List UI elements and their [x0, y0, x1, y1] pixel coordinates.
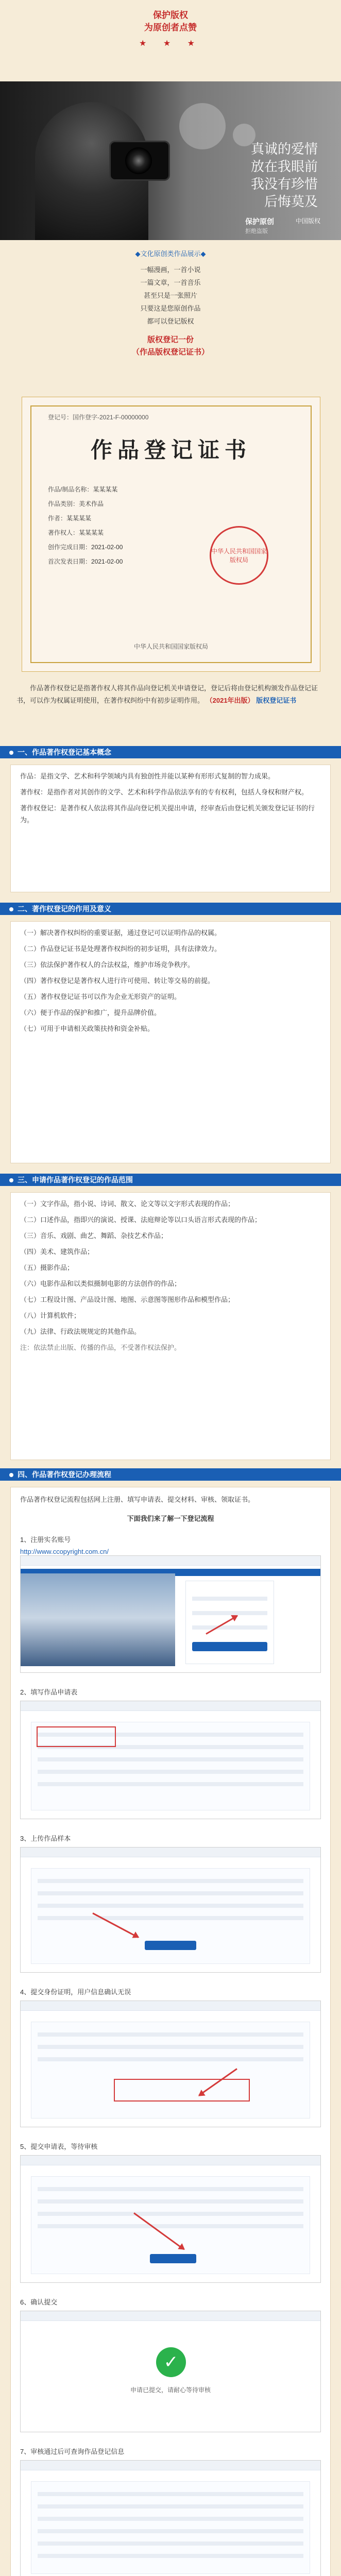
screenshot-register	[20, 1555, 321, 1673]
header-line-1: 保护版权	[153, 10, 188, 20]
section-body-2: （一）解决著作权纠纷的重要证据，通过登记可以证明作品的权属。 （二）作品登记证书是处理著作权纠纷的初步证明，具有法律效力。 （三）依法保护著作权人的合法权益，维护市场竞争秩序。 （四）著作权登记是著作权人进行许可使用、转让等交易的前提。 （五）著作权登记证书可以作为企业无形资产的证明。 （六）便于作品的保护和推广，提升品牌价值。 （七）可用于申请相关政策扶持和资金补贴。	[10, 921, 331, 1163]
summary-text: 作品著作权登记是指著作权人将其作品向登记机关申请登记，登记后将由登记机构颁发作品登记证书，可以作为权属证明使用，在著作权纠纷中有初步证明作用。 （2021年出版） 版权登记证书	[16, 684, 318, 704]
process-step-label: 6、确认提交	[20, 2298, 58, 2306]
process-step-label: 1、注册实名账号	[20, 1536, 71, 1544]
process-step-label: 4、提交身份证明，用户信息确认无误	[20, 1988, 131, 1996]
hero-logo-2: 中国版权	[295, 217, 320, 225]
sample-caption: ◆文化原创类作品展示◆	[135, 250, 206, 258]
section-body-4: 作品著作权登记流程包括网上注册、填写申请表、提交材料、审核、领取证书。 下面我们来了解一下登记流程 1、注册实名账号 http://www.ccopyright.com.cn/ 2、填写作品申请表 3、上传作品样本 4、提交身份证明，用户信息确认无误 5、提交申请表，等待审核 6、确认提交 ✓ 申请已提交，请耐心等待审核 7、审核通过后可查询作品登记信息	[10, 1487, 331, 2576]
process-step-label: 5、提交申请表，等待审核	[20, 2143, 98, 2150]
process-arrow-label: 下面我们来了解一下登记流程	[127, 1515, 214, 1522]
hero-poem: 真诚的爱情 放在我眼前 我没有珍惜 后悔莫及	[250, 142, 318, 210]
section-title-2: 二、著作权登记的作用及意义	[0, 903, 341, 915]
section-body-3: （一）文字作品，指小说、诗词、散文、论文等以文字形式表现的作品； （二）口述作品，指即兴的演说、授课、法庭辩论等以口头语言形式表现的作品； （三）音乐、戏剧、曲艺、舞蹈、杂技艺术作品； （四）美术、建筑作品； （五）摄影作品； （六）电影作品和以类似摄制电影的方法创作的作品； （七）工程设计图、产品设计图、地图、示意图等图形作品和模型作品； （八）计算机软件； （九）法律、行政法规规定的其他作品。 注：依法禁止出版、传播的作品，不受著作权法保护。	[10, 1192, 331, 1460]
screenshot-form	[20, 1701, 321, 1819]
header-ribbon	[0, 0, 341, 34]
sample-section	[0, 248, 341, 359]
certificate-number: 登记号：国作登字-2021-F-00000000	[48, 414, 149, 421]
section-title-1: 一、作品著作权登记基本概念	[0, 746, 341, 758]
certificate-row: 首次发表日期：2021-02-00	[48, 558, 123, 565]
screenshot-confirm	[20, 2311, 321, 2432]
certificate	[22, 397, 320, 672]
header	[0, 0, 341, 81]
process-step-label: 3、上传作品样本	[20, 1835, 71, 1842]
certificate-row: 创作完成日期：2021-02-00	[48, 544, 123, 551]
certificate-row: 著作权人：某某某某	[48, 529, 104, 536]
certificate-row: 作者：某某某某	[48, 515, 92, 522]
sample-button-text: 版权登记一份 （作品版权登记证书）	[131, 335, 209, 357]
section-body-1: 作品：是指文学、艺术和科学领域内具有独创性并能以某种有形形式复制的智力成果。 著作权：是指作者对其创作的文学、艺术和科学作品依法享有的专有权利，包括人身权和财产权。 著作权登记：是著作权人依法将其作品向登记机关提出申请，经审查后由登记机关颁发登记证书的行为。	[10, 765, 331, 892]
certificate-row: 作品/制品名称：某某某某	[48, 486, 118, 493]
screenshot-upload	[20, 1847, 321, 1973]
certificate-row: 作品类别：美术作品	[48, 500, 104, 507]
screenshot-submit	[20, 2155, 321, 2283]
hero-logo: 保护原创 拒绝盗版	[245, 217, 274, 234]
process-step-label: 7、审核通过后可查询作品登记信息	[20, 2448, 125, 2455]
hero-banner	[0, 81, 341, 240]
sample-intro: 一幅漫画，一首小说 一篇文章，一首音乐 甚至只是一张照片 只要这是您原创作品 都可以登记版权	[140, 266, 201, 325]
confirm-message: 申请已提交，请耐心等待审核	[130, 2386, 211, 2394]
camera-icon	[111, 142, 168, 179]
certificate-seal: 中华人民共和国国家版权局	[210, 526, 268, 585]
certificate-title: 作品登记证书	[90, 437, 251, 463]
process-step-label: 2、填写作品申请表	[20, 1688, 78, 1696]
section-title-4: 四、作品著作权登记办理流程	[0, 1468, 341, 1481]
header-line-2: 为原创者点赞	[144, 23, 197, 32]
header-stars: ★ ★ ★	[139, 39, 202, 48]
screenshot-identity	[20, 2001, 321, 2127]
section-title-3: 三、申请作品著作权登记的作品范围	[0, 1174, 341, 1186]
screenshot-query	[20, 2460, 321, 2576]
success-check-icon: ✓	[156, 2347, 186, 2377]
certificate-footer: 中华人民共和国国家版权局	[133, 643, 208, 650]
process-link[interactable]: http://www.ccopyright.com.cn/	[20, 1548, 109, 1555]
